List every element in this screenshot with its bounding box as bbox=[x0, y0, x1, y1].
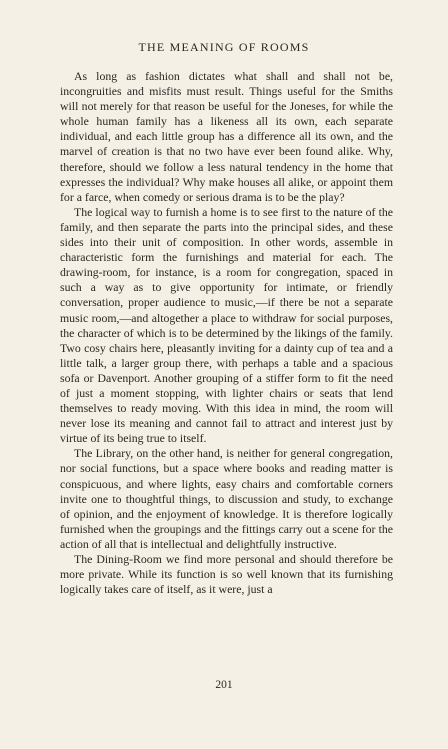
paragraph-dining-room: The Dining-Room we find more personal and should therefore be more private. While its function is so well known that its furnishing logically takes care of itself, as it were, just a bbox=[60, 552, 393, 597]
paragraph-logical-way: The logical way to furnish a home is to see first to the nature of the family, and then separate the parts into the principal sides, and these sides into their unit of composition. In other words, assemble in characteristic form the furnishings and material for each. The drawing-room, for instance, is a room for congregation, spaced in such a way as to give opportunity for intimate, or friendly conversation, proper audience to music,—if there be not a separate music room,—and altogether a place to withdraw for social purposes, the character of which is to be determined by the likings of the family. Two cosy chairs here, pleasantly inviting for a dainty cup of tea and a little talk, a larger group there, with perhaps a table and a spacious sofa or Davenport. Another grouping of a stiffer form to fit the need of just a moment stopping, with lighter chairs or seats that lend themselves to ready moving. With this idea in mind, the room will never lose its meaning and cannot fail to attract and interest just by virtue of its being true to itself. bbox=[60, 204, 393, 446]
page-number: 201 bbox=[215, 679, 233, 691]
paragraph-fashion: As long as fashion dictates what shall and shall not be, incongruities and misfits must result. Things useful for the Smiths will not merely for that reason be useful for the Joneses, for while the whole human family has a likeness all its own, each separate individual, and each little group has a difference all its own, and the marvel of creation is that no two have ever been found alike. Why, therefore, should we follow a less natural tendency in the home that expresses the individual? Why make houses all alike, or appoint them for a farce, when comedy or serious drama is to be the play? bbox=[60, 69, 393, 204]
running-head: THE MEANING OF ROOMS bbox=[138, 40, 310, 54]
paragraph-library: The Library, on the other hand, is neither for general congregation, nor social functions, but a space where books and reading matter is conspicuous, and where lights, easy chairs and comfortable corners invite one to thoughtful things, to discussion and study, to exchange of opinion, and the enjoyment of knowledge. It is therefore logically furnished when the groupings and the fittings carry out a scene for the action of all that is intellectual and delightfully instructive. bbox=[60, 446, 393, 551]
body-text bbox=[60, 69, 393, 597]
